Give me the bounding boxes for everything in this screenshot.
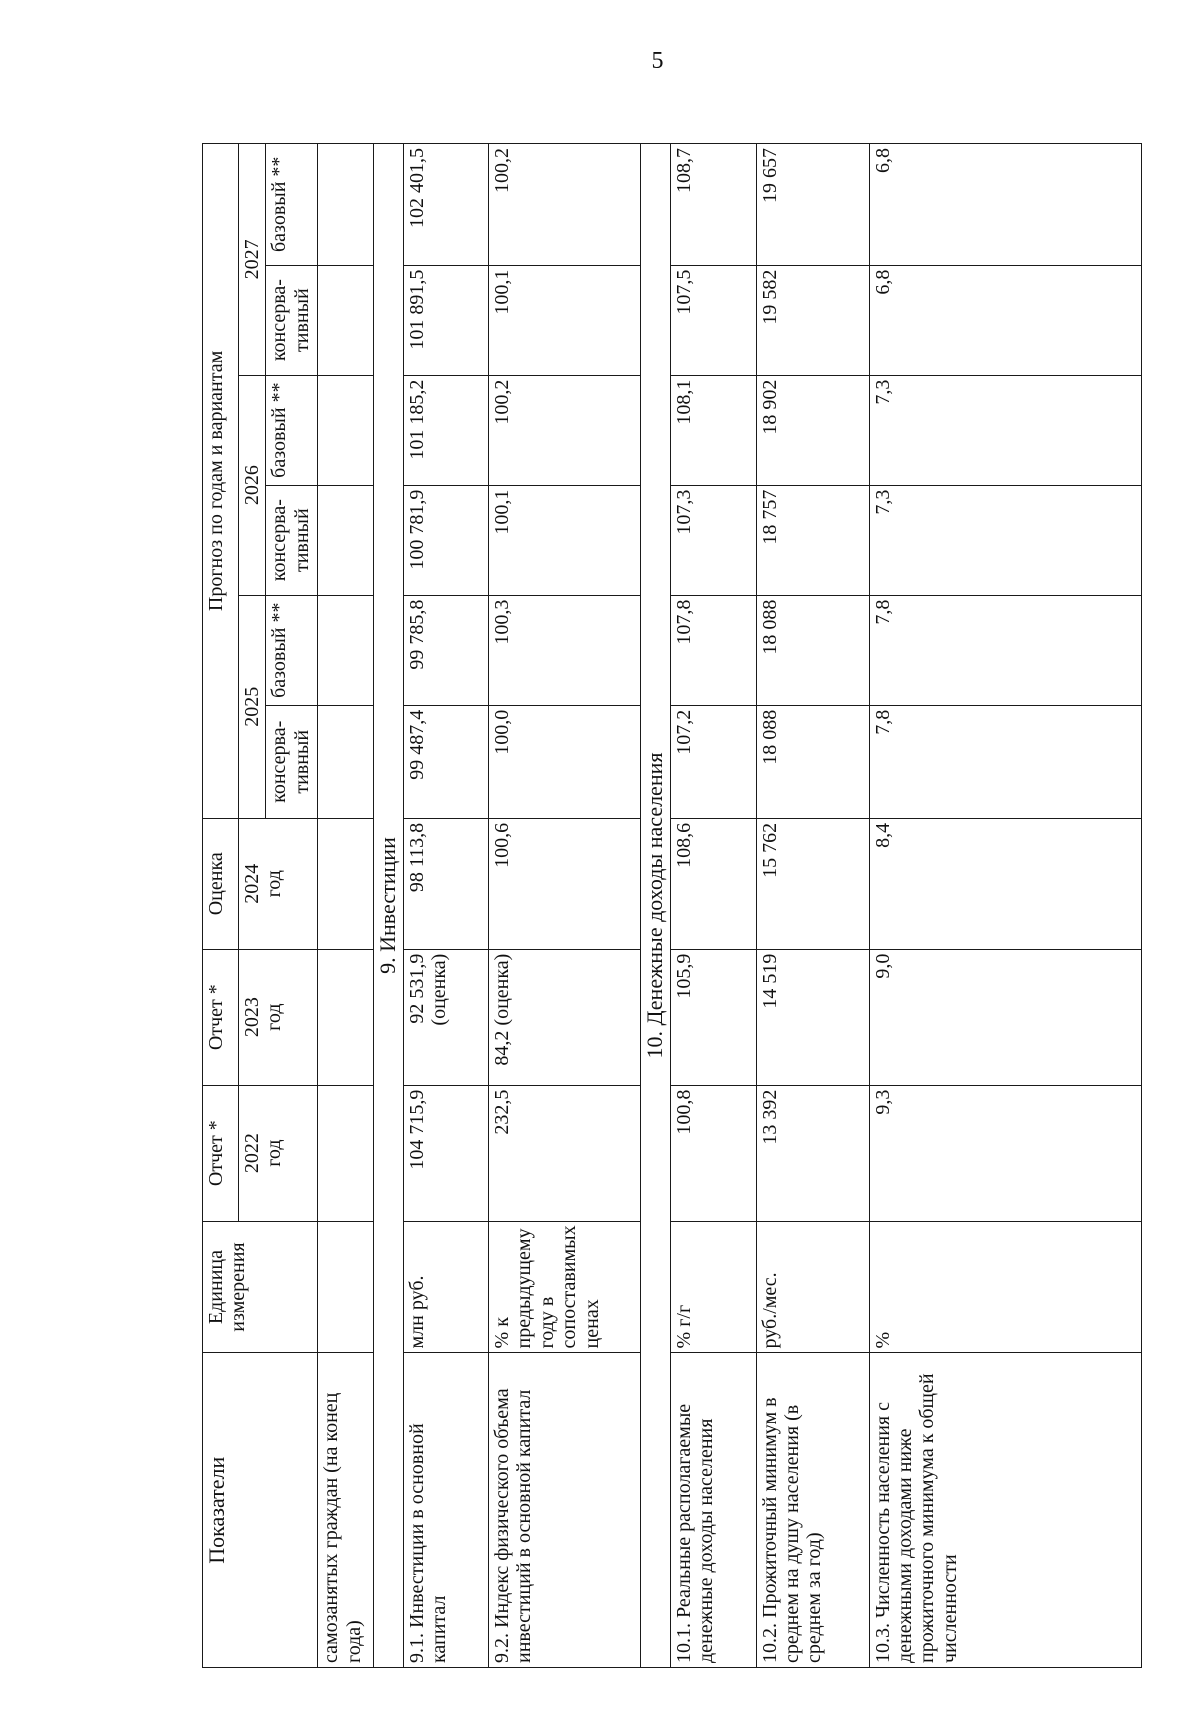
row-label: 9.2. Индекс физического объема инвестиций в основной капитал xyxy=(489,1353,641,1668)
cell-2025-base: 100,3 xyxy=(489,595,641,705)
cell-2025-base: 18 088 xyxy=(756,595,869,705)
header-year-word-2023: год xyxy=(263,1003,286,1031)
cell-2025-base: 7,8 xyxy=(869,595,1141,705)
cell-2026-conservative: 107,3 xyxy=(670,485,756,595)
header-unit: Единица измерения xyxy=(203,1221,318,1353)
header-conservative-2025: консерва-тивный xyxy=(266,705,318,818)
cell-2027-conservative: 19 582 xyxy=(756,265,869,375)
cell-2023: 84,2 (оценка) xyxy=(489,949,641,1085)
table-row xyxy=(869,144,1141,1668)
page-number: 5 xyxy=(651,48,664,74)
table-row xyxy=(670,144,756,1668)
cell-2027-conservative: 6,8 xyxy=(869,265,1141,375)
section-title-income: 10. Денежные доходы населения xyxy=(641,144,671,1668)
header-conservative-2026: консерва-тивный xyxy=(266,485,318,595)
header-base-2026: базовый ** xyxy=(266,375,318,485)
header-year-word-2022: год xyxy=(263,1139,286,1167)
cell-2027-base: 19 657 xyxy=(756,144,869,266)
cell-2024: 8,4 xyxy=(869,818,1141,949)
cell-2022: 9,3 xyxy=(869,1085,1141,1221)
cell-2026-conservative: 7,3 xyxy=(869,485,1141,595)
cell-2023: 105,9 xyxy=(670,949,756,1085)
header-row-1 xyxy=(203,144,239,1668)
header-indicators: Показатели xyxy=(203,1353,318,1668)
section-row-investments xyxy=(374,144,404,1668)
header-estimate-2024: Оценка xyxy=(203,818,239,949)
header-year-word-2024: год xyxy=(263,870,286,898)
cell-2024: 108,6 xyxy=(670,818,756,949)
cell-2023: 92 531,9 (оценка) xyxy=(404,949,489,1085)
cell-2025-conservative: 99 487,4 xyxy=(404,705,489,818)
row-label: 10.3. Численность населения с денежными доходами ниже прожиточного минимума к общей численности xyxy=(869,1353,1141,1668)
header-base-2025: базовый ** xyxy=(266,595,318,705)
header-year-2024: 2024 xyxy=(241,863,263,904)
row-unit: % г/г xyxy=(670,1221,756,1353)
header-conservative-2027: консерва-тивный xyxy=(266,265,318,375)
cell-2026-base: 18 902 xyxy=(756,375,869,485)
header-report-2022: Отчет * xyxy=(203,1085,239,1221)
cell-2025-conservative: 100,0 xyxy=(489,705,641,818)
cell-2026-conservative: 100,1 xyxy=(489,485,641,595)
section-row-income xyxy=(641,144,671,1668)
row-unit: млн руб. xyxy=(404,1221,489,1353)
forecast-table xyxy=(202,143,1142,1668)
cell-2026-conservative: 18 757 xyxy=(756,485,869,595)
cell-2027-base: 6,8 xyxy=(869,144,1141,266)
table-row xyxy=(756,144,869,1668)
cell-2027-conservative: 100,1 xyxy=(489,265,641,375)
row-label: 9.1. Инвестиции в основной капитал xyxy=(404,1353,489,1668)
cell-2025-base: 99 785,8 xyxy=(404,595,489,705)
header-report-2023: Отчет * xyxy=(203,949,239,1085)
row-unit: % xyxy=(869,1221,1141,1353)
table-row-continued xyxy=(318,144,374,1668)
row-unit: руб./мес. xyxy=(756,1221,869,1353)
cell-2022: 13 392 xyxy=(756,1085,869,1221)
cell-2026-base: 100,2 xyxy=(489,375,641,485)
header-year-2026: 2026 xyxy=(239,375,266,595)
cell-2026-base: 7,3 xyxy=(869,375,1141,485)
cell-2024: 15 762 xyxy=(756,818,869,949)
cell-2027-base: 108,7 xyxy=(670,144,756,266)
rotated-table-container xyxy=(202,143,1142,1668)
cell-2025-base: 107,8 xyxy=(670,595,756,705)
cell-2026-base: 101 185,2 xyxy=(404,375,489,485)
header-year-2025: 2025 xyxy=(239,595,266,818)
cell-2027-base: 100,2 xyxy=(489,144,641,266)
cell-2024: 100,6 xyxy=(489,818,641,949)
header-year-2027: 2027 xyxy=(239,144,266,376)
header-base-2027: базовый ** xyxy=(266,144,318,266)
cell-2025-conservative: 107,2 xyxy=(670,705,756,818)
header-year-2022: 2022 xyxy=(241,1133,263,1174)
table-row xyxy=(489,144,641,1668)
cell-2027-base: 102 401,5 xyxy=(404,144,489,266)
header-year-2023: 2023 xyxy=(241,997,263,1038)
row-label: 10.2. Прожиточный минимум в среднем на душу населения (в среднем за год) xyxy=(756,1353,869,1668)
row-label: 10.1. Реальные располагаемые денежные доходы населения xyxy=(670,1353,756,1668)
cell-2026-base: 108,1 xyxy=(670,375,756,485)
cell-2024: 98 113,8 xyxy=(404,818,489,949)
cell-2026-conservative: 100 781,9 xyxy=(404,485,489,595)
row-label-continued: самозанятых граждан (на конец года) xyxy=(318,1353,374,1668)
section-title-investments: 9. Инвестиции xyxy=(374,144,404,1668)
cell-2025-conservative: 7,8 xyxy=(869,705,1141,818)
cell-2022: 232,5 xyxy=(489,1085,641,1221)
cell-2022: 100,8 xyxy=(670,1085,756,1221)
cell-2025-conservative: 18 088 xyxy=(756,705,869,818)
table-row xyxy=(404,144,489,1668)
row-unit: % к предыдущему году в сопоставимых ценах xyxy=(489,1221,641,1353)
cell-2022: 104 715,9 xyxy=(404,1085,489,1221)
header-forecast: Прогноз по годам и вариантам xyxy=(203,144,239,819)
cell-2027-conservative: 101 891,5 xyxy=(404,265,489,375)
cell-2023: 9,0 xyxy=(869,949,1141,1085)
cell-2023: 14 519 xyxy=(756,949,869,1085)
cell-2027-conservative: 107,5 xyxy=(670,265,756,375)
